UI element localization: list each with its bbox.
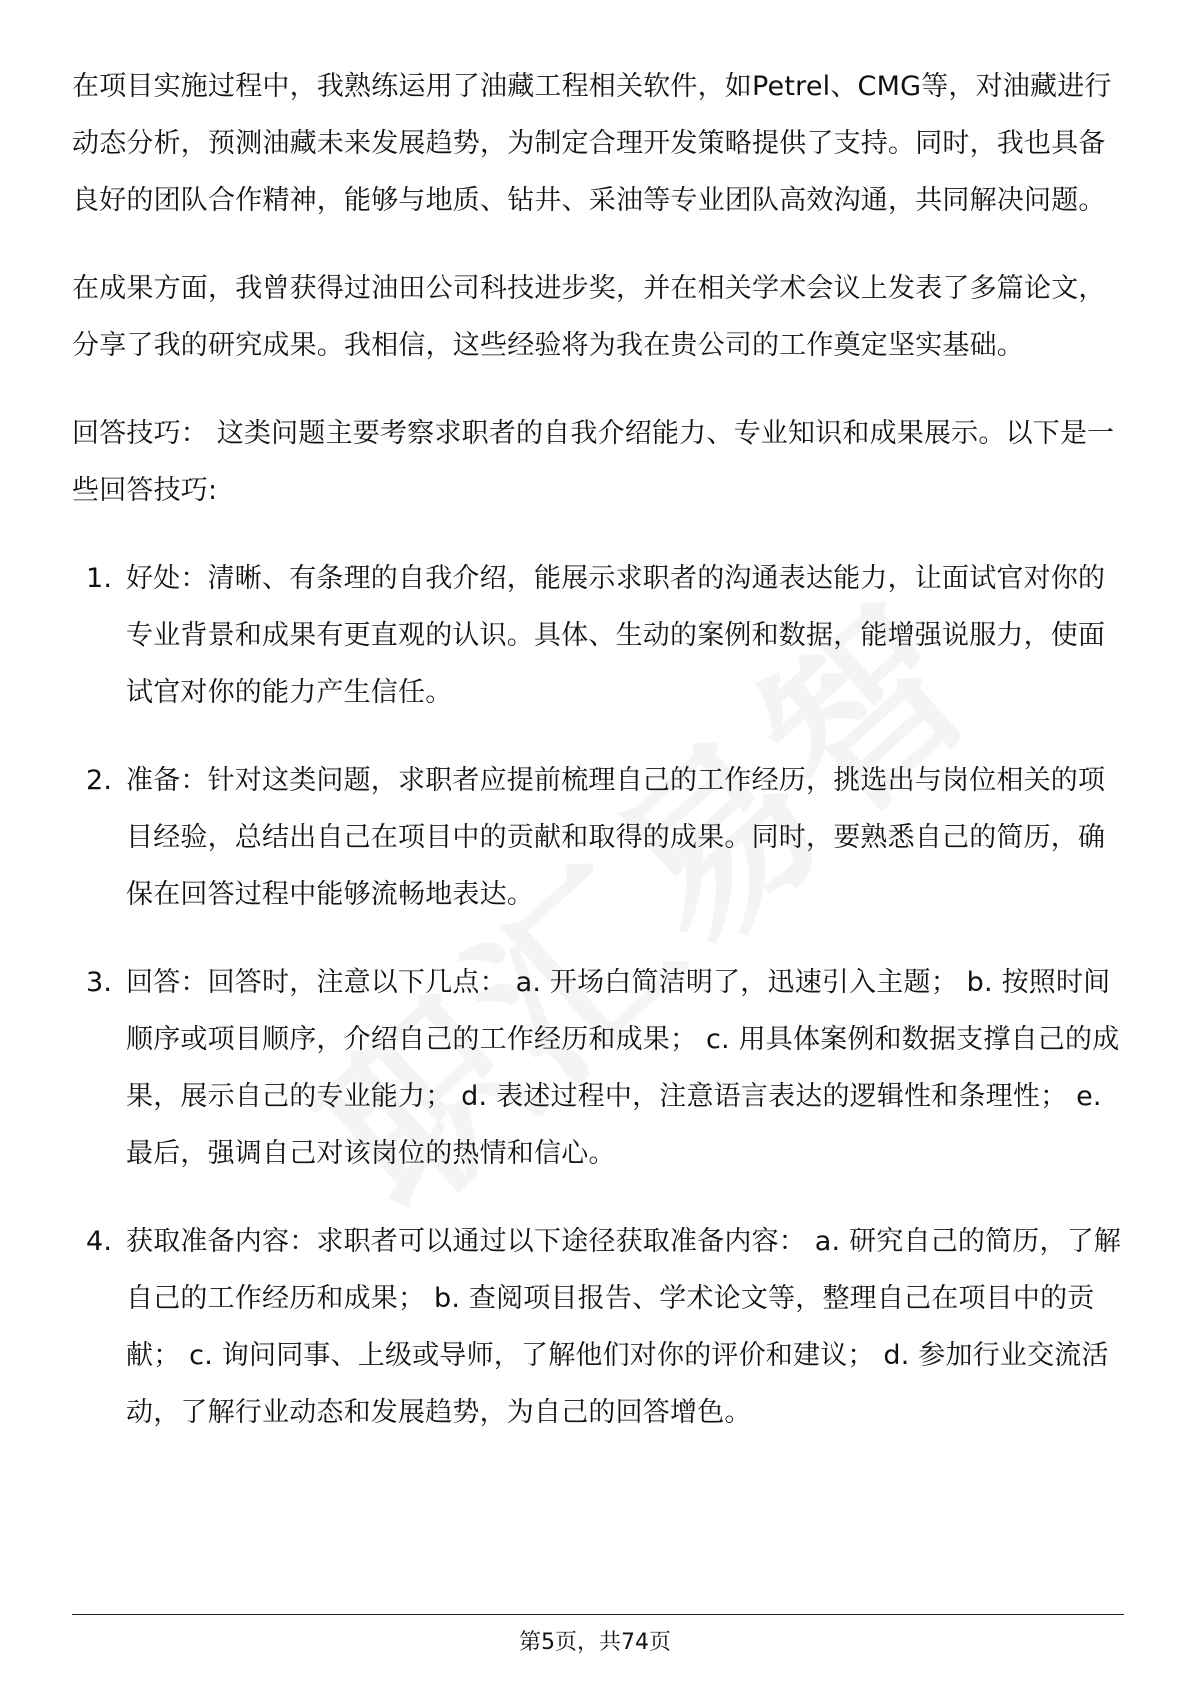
page-content	[72, 58, 1122, 1472]
footer-divider	[72, 1614, 1124, 1615]
list-item-text: 准备：针对这类问题，求职者应提前梳理自己的工作经历，挑选出与岗位相关的项目经验，总结出自己在项目中的贡献和取得的成果。同时，要熟悉自己的简历，确保在回答过程中能够流畅地表达。	[126, 765, 1106, 910]
list-item-text: 回答：回答时，注意以下几点： a. 开场白简洁明了，迅速引入主题； b. 按照时间顺序或项目顺序，介绍自己的工作经历和成果； c. 用具体案例和数据支撑自己的成果，展示自己的专业能力； d. 表述过程中，注意语言表达的逻辑性和条理性； e. 最后，强调自己对该岗位的热情和信心。	[126, 967, 1120, 1169]
paragraph-answer-tips: 回答技巧： 这类问题主要考察求职者的自我介绍能力、专业知识和成果展示。以下是一些回答技巧:	[72, 418, 1115, 506]
list-item	[72, 954, 1122, 1182]
list-item-text: 获取准备内容：求职者可以通过以下途径获取准备内容： a. 研究自己的简历，了解自己的工作经历和成果； b. 查阅项目报告、学术论文等，整理自己在项目中的贡献； c. 询问同事、上级或导师，了解他们对你的评价和建议； d. 参加行业交流活动，了解行业动态和发展趋势，为自己的回答增色。	[126, 1226, 1122, 1428]
page-number: 第5页，共74页	[519, 1630, 671, 1655]
list-item-number: 2.	[86, 765, 113, 796]
list-item-number: 4.	[86, 1226, 113, 1257]
list-item	[72, 1213, 1122, 1441]
list-item-number: 1.	[86, 563, 113, 594]
list-item	[72, 550, 1122, 721]
tips-list	[72, 550, 1122, 1441]
paragraph-achievements: 在成果方面，我曾获得过油田公司科技进步奖，并在相关学术会议上发表了多篇论文，分享了我的研究成果。我相信，这些经验将为我在贵公司的工作奠定坚实基础。	[72, 273, 1106, 361]
list-item-number: 3.	[86, 967, 113, 998]
list-item	[72, 752, 1122, 923]
list-item-text: 好处：清晰、有条理的自我介绍，能展示求职者的沟通表达能力，让面试官对你的专业背景和成果有更直观的认识。具体、生动的案例和数据，能增强说服力，使面试官对你的能力产生信任。	[126, 563, 1106, 708]
paragraph-project-implementation: 在项目实施过程中，我熟练运用了油藏工程相关软件，如Petrel、CMG等，对油藏进行动态分析，预测油藏未来发展趋势，为制定合理开发策略提供了支持。同时，我也具备良好的团队合作精神，能够与地质、钻井、采油等专业团队高效沟通，共同解决问题。	[72, 71, 1112, 216]
